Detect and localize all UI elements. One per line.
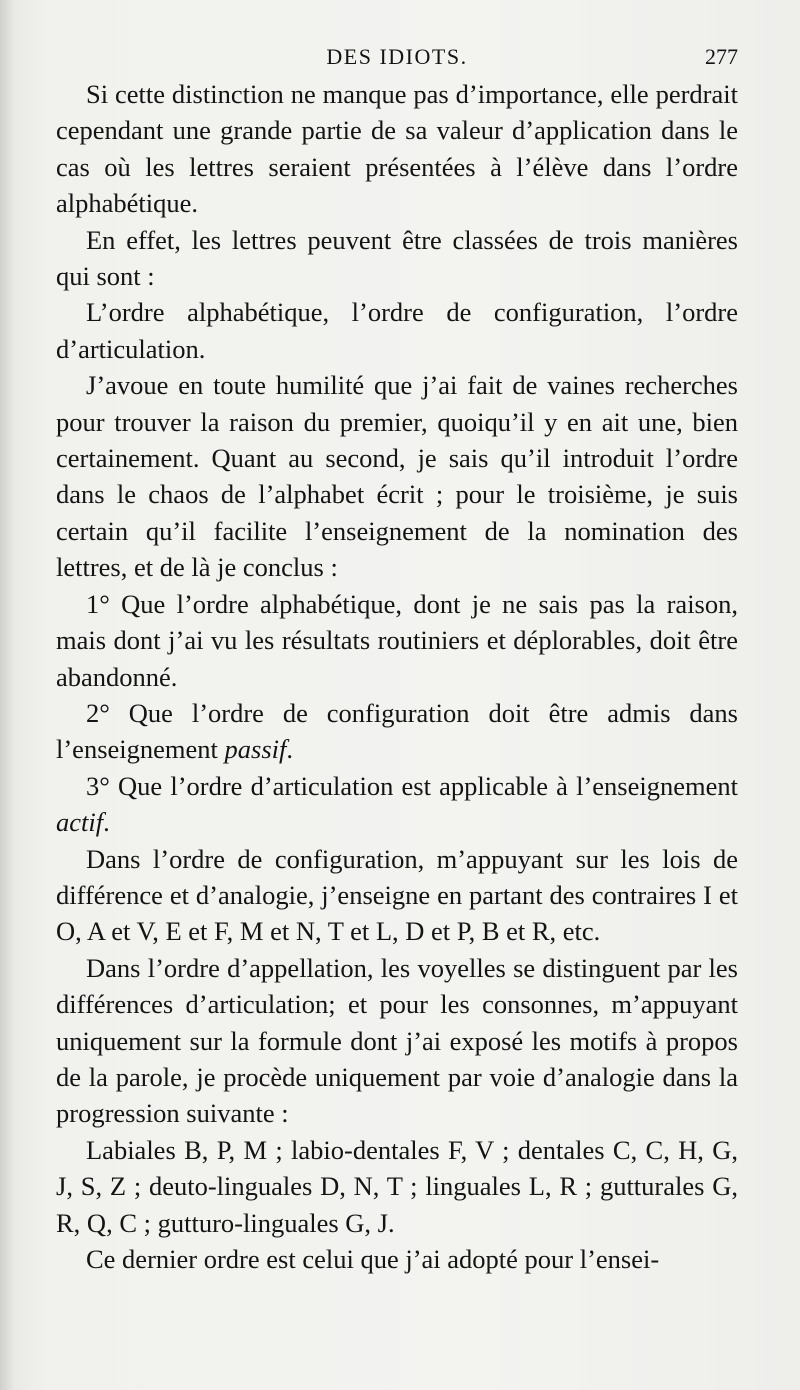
- paragraph-text: 2° Que l’ordre de configuration doit être admis dans l’enseignement: [56, 697, 738, 765]
- paragraph-text: Si cette distinction ne manque pas d’importance, elle perdrait cependant une grande partie de sa valeur d’application dans le cas où les lettres seraient présentées à l’élève dans l’ordre alphabétique.: [56, 79, 738, 219]
- paragraph-9: [56, 950, 738, 1132]
- paragraph-tail: .: [286, 734, 293, 765]
- paragraph-text: Dans l’ordre de configuration, m’appuyant sur les lois de différence et d’analogie, j’enseigne en partant des contraires I et O, A et V, E et F, M et N, T et L, D et P, B et R, etc.: [56, 843, 738, 947]
- page-gutter: [0, 0, 14, 1390]
- paragraph-text: L’ordre alphabétique, l’ordre de configuration, l’ordre d’articulation.: [56, 297, 738, 364]
- running-title: DES IDIOTS.: [326, 44, 468, 69]
- paragraph-text: Ce dernier ordre est celui que j’ai adopté pour l’ensei-: [86, 1244, 660, 1274]
- paragraph-text: J’avoue en toute humilité que j’ai fait de vaines recherches pour trouver la raison du premier, quoiqu’il y en ait une, bien certainement. Quant au second, je sais qu’il introduit l’ordre dans le chaos de l’alphabet écrit ; pour le troisième, je suis certain qu’il facilite l’enseignement de la nomination des lettres, et de là je conclus :: [56, 370, 738, 583]
- paragraph-6: [56, 695, 738, 768]
- paragraph-tail: .: [103, 807, 110, 838]
- emphasis-actif: actif: [56, 807, 104, 838]
- paragraph-7: [56, 768, 738, 841]
- paragraph-4: [56, 367, 738, 585]
- paragraph-text: En effet, les lettres peuvent être classées de trois manières qui sont :: [56, 224, 738, 292]
- body-text: [56, 76, 738, 1277]
- emphasis-passif: passif: [224, 734, 287, 765]
- paragraph-2: [56, 222, 738, 295]
- paragraph-10: [56, 1132, 738, 1241]
- paragraph-text: Dans l’ordre d’appellation, les voyelles se distinguent par les différences d’articulation; et pour les consonnes, m’appuyant uniquement sur la formule dont j’ai exposé les motifs à propos de la parole, je procède uniquement par voie d’analogie dans la progression suivante :: [56, 952, 738, 1129]
- paragraph-text: 1° Que l’ordre alphabétique, dont je ne sais pas la raison, mais dont j’ai vu les résultats routiniers et déplorables, doit être abandonné.: [56, 588, 738, 692]
- paragraph-text: 3° Que l’ordre d’articulation est applicable à l’enseignement: [86, 770, 738, 801]
- paragraph-11: [56, 1241, 738, 1277]
- paragraph-text: Labiales B, P, M ; labio-dentales F, V ; dentales C, C, H, G, J, S, Z ; deuto-linguales D, N, T ; linguales L, R ; gutturales G, R, Q, C ; gutturo-linguales G, J.: [56, 1134, 738, 1238]
- paragraph-5: [56, 586, 738, 695]
- page-number: 277: [705, 44, 738, 69]
- paragraph-8: [56, 841, 738, 950]
- page-header: [56, 44, 738, 74]
- paragraph-1: [56, 76, 738, 222]
- paragraph-3: [56, 294, 738, 367]
